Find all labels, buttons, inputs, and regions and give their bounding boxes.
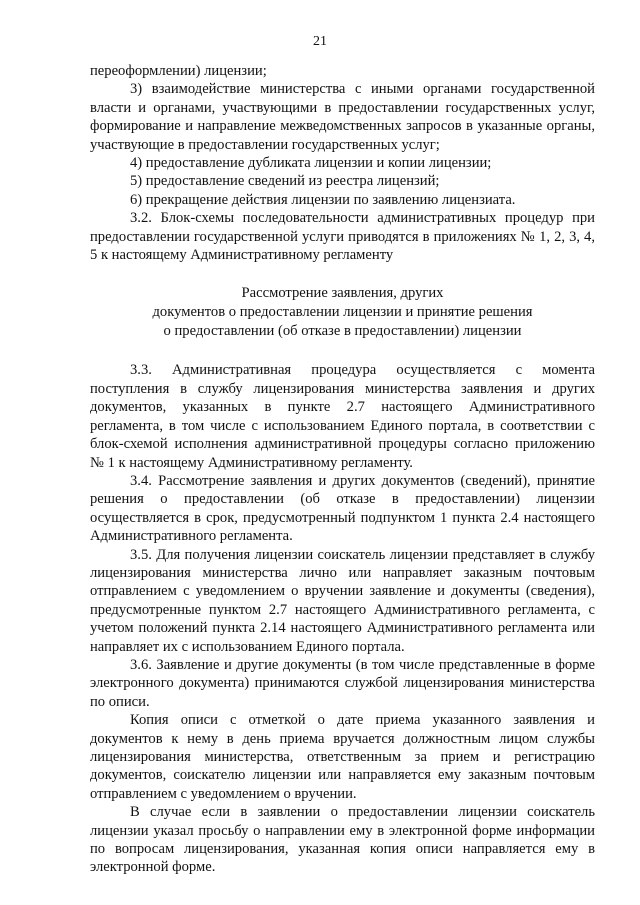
paragraph: 3) взаимодействие министерства с иными органами государственной власти и органами, участвующими в предоставлении государственных услуг, формирование и направление межведомственных запросов в указанные органы, участвующие в предоставлении государственных услуг; (90, 81, 595, 153)
paragraph: 3.5. Для получения лицензии соискатель лицензии представляет в службу лицензирования министерства лично или направляет заказным почтовым отправлением с уведомлением о вручении заявление и документы (сведения), предусмотренные пунктом 2.7 настоящего Административного регламента, с учетом положений пункта 2.14 настоящего Административного регламента или направляет их с использованием Единого портала. (90, 546, 595, 655)
paragraph: 3.2. Блок-схемы последовательности административных процедур при предоставлении государственной услуги приводятся в приложениях № 1, 2, 3, 4, 5 к настоящему Административному регламенту (90, 210, 595, 264)
section-heading-line: о предоставлении (об отказе в предоставлении) лицензии (163, 323, 522, 340)
section-heading-line: документов о предоставлении лицензии и принятие решения (152, 304, 533, 321)
paragraph: Копия описи с отметкой о дате приема указанного заявления и документов к нему в день приема вручается должностным лицом службы лицензирования министерства, ответственным за прием и регистрацию документов, соискателю лицензии или направляется ему заказным почтовым отправлением с уведомлением о вручении. (90, 712, 595, 802)
section-heading (90, 284, 595, 341)
paragraph: 3.3. Административная процедура осуществляется с момента поступления в службу лицензирования министерства заявления и других документов, указанных в пункте 2.7 настоящего Административного регламента, в том числе с использованием Единого портала, в соответствии с блок-схемой исполнения административной процедуры согласно приложению № 1 к настоящему Административному регламенту. (90, 362, 595, 471)
paragraph: 6) прекращение действия лицензии по заявлению лицензиата. (130, 191, 516, 208)
paragraph: 3.6. Заявление и другие документы (в том числе представленные в форме электронного документа) принимаются службой лицензирования министерства по описи. (90, 656, 595, 710)
document-body (90, 62, 595, 877)
paragraph: переоформлении) лицензии; (90, 63, 267, 79)
paragraph: 5) предоставление сведений из реестра лицензий; (130, 173, 440, 190)
paragraph: 3.4. Рассмотрение заявления и других документов (сведений), принятие решения о предоставлении (об отказе в предоставлении) лицензии осуществляется в срок, предусмотренный подпунктом 1 пункта 2.4 настоящего Административного регламента. (90, 472, 595, 545)
section-heading-line: Рассмотрение заявления, других (241, 285, 444, 302)
page-number: 21 (313, 34, 327, 49)
paragraph: В случае если в заявлении о предоставлении лицензии соискатель лицензии указал просьбу о направлении ему в электронной форме информации по вопросам лицензирования, указанная копия описи направляется ему в электронной форме. (90, 804, 595, 876)
paragraph: 4) предоставление дубликата лицензии и копии лицензии; (130, 155, 492, 172)
